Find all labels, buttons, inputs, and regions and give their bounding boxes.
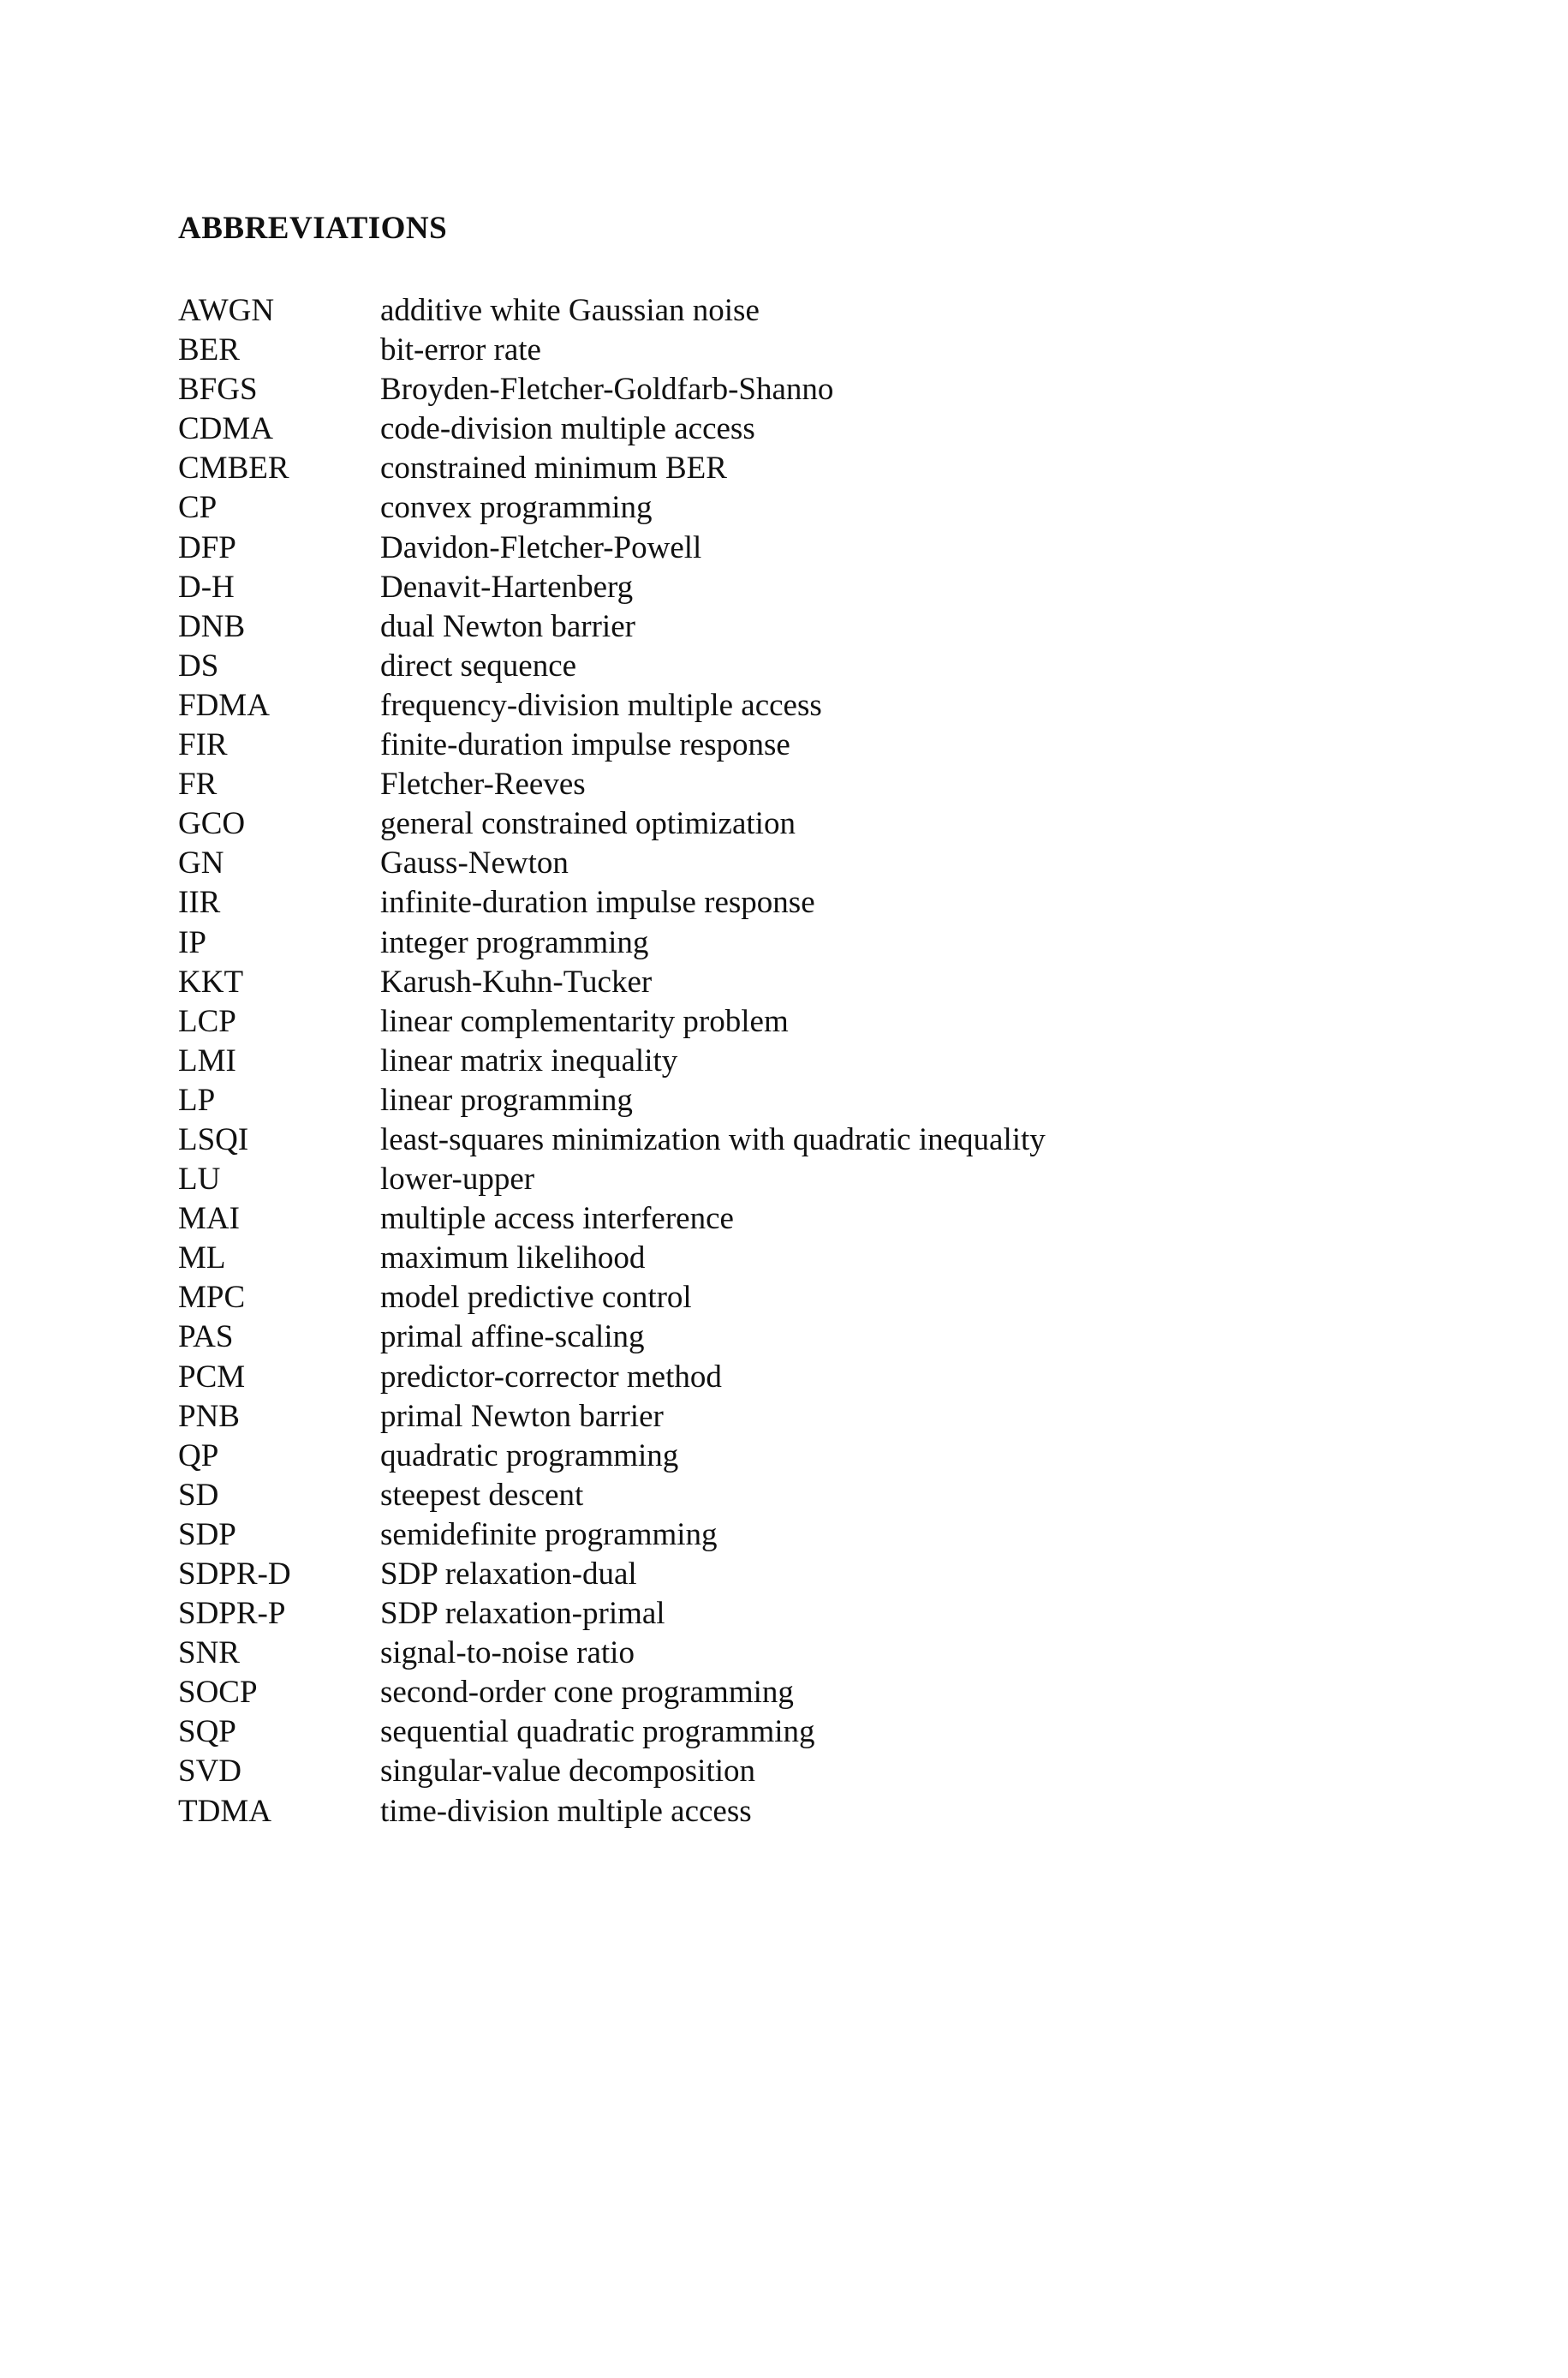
abbreviation-definition: model predictive control [380,1280,692,1316]
abbreviation-row [178,729,1046,768]
abbreviation-term: LP [178,1082,216,1118]
abbreviation-term: QP [178,1437,219,1473]
abbreviation-definition: SDP relaxation-primal [380,1596,665,1632]
abbreviation-definition: primal affine-scaling [380,1319,645,1355]
abbreviation-term: FIR [178,727,228,763]
abbreviation-term: GCO [178,806,246,842]
abbreviation-row [178,373,1046,413]
abbreviation-term: SNR [178,1635,240,1671]
abbreviation-definition: bit-error rate [380,332,541,368]
abbreviation-row [178,1676,1046,1716]
abbreviation-list [178,295,1046,1835]
abbreviation-term: SQP [178,1714,236,1750]
abbreviation-row [178,1003,1046,1045]
abbreviation-term: MAI [178,1201,240,1237]
abbreviation-term: LSQI [178,1121,249,1157]
abbreviation-definition: finite-duration impulse response [380,727,790,763]
abbreviation-definition: Broyden-Fletcher-Goldfarb-Shanno [380,372,834,408]
abbreviation-definition: time-division multiple access [380,1793,752,1829]
abbreviation-definition: infinite-duration impulse response [380,885,815,921]
abbreviation-row [178,687,1046,729]
abbreviation-definition: lower-upper [380,1162,535,1198]
abbreviation-term: CP [178,490,218,526]
abbreviation-term: GN [178,845,224,881]
abbreviation-row [178,966,1046,1006]
abbreviation-term: D-H [178,569,235,605]
abbreviation-row [178,808,1046,847]
abbreviation-row [178,1361,1046,1401]
abbreviation-row [178,1716,1046,1755]
abbreviation-definition: steepest descent [380,1477,584,1513]
abbreviation-definition: Karush-Kuhn-Tucker [380,964,653,1000]
abbreviation-definition: linear complementarity problem [380,1003,789,1039]
page-title: ABBREVIATIONS [178,211,448,246]
abbreviation-definition: integer programming [380,924,649,960]
abbreviation-definition: quadratic programming [380,1437,679,1473]
abbreviation-term: BER [178,332,240,368]
abbreviation-term: CDMA [178,411,274,447]
abbreviation-row [178,529,1046,571]
abbreviation-definition: Davidon-Fletcher-Powell [380,529,702,565]
abbreviation-row [178,1321,1046,1360]
abbreviation-term: PCM [178,1359,246,1395]
abbreviation-row [178,924,1046,966]
abbreviation-term: PAS [178,1319,234,1355]
abbreviation-definition: frequency-division multiple access [380,687,822,723]
abbreviation-row [178,413,1046,452]
abbreviation-term: DFP [178,529,236,565]
abbreviation-definition: singular-value decomposition [380,1754,756,1789]
abbreviation-row [178,1121,1046,1163]
abbreviation-definition: direct sequence [380,648,577,684]
abbreviation-term: AWGN [178,293,275,328]
abbreviation-term: TDMA [178,1793,271,1829]
abbreviation-row [178,452,1046,492]
abbreviation-term: PNB [178,1398,240,1434]
abbreviation-definition: code-division multiple access [380,411,755,447]
abbreviation-definition: sequential quadratic programming [380,1714,815,1750]
abbreviation-row [178,1516,1046,1558]
abbreviation-term: KKT [178,964,244,1000]
abbreviation-row [178,1242,1046,1282]
abbreviation-term: FDMA [178,687,270,723]
abbreviation-term: BFGS [178,372,258,408]
abbreviation-term: SVD [178,1754,242,1789]
abbreviation-term: FR [178,767,218,803]
abbreviation-row [178,887,1046,926]
abbreviation-term: SOCP [178,1675,258,1711]
abbreviation-definition: Fletcher-Reeves [380,767,586,803]
abbreviation-definition: SDP relaxation-dual [380,1556,637,1592]
abbreviation-row [178,1755,1046,1795]
abbreviation-term: LU [178,1162,221,1198]
abbreviation-row [178,1795,1046,1835]
abbreviation-row [178,847,1046,887]
abbreviation-row [178,650,1046,690]
abbreviation-definition: least-squares minimization with quadratic inequality [380,1121,1046,1157]
abbreviation-definition: primal Newton barrier [380,1398,664,1434]
abbreviation-row [178,768,1046,808]
abbreviation-definition: multiple access interference [380,1201,734,1237]
abbreviation-term: IIR [178,885,221,921]
abbreviation-row [178,1084,1046,1124]
abbreviation-term: SDPR-P [178,1596,286,1632]
abbreviation-term: LCP [178,1003,236,1039]
abbreviation-row [178,334,1046,373]
abbreviation-row [178,1598,1046,1637]
abbreviation-definition: linear matrix inequality [380,1043,678,1078]
abbreviation-term: ML [178,1240,226,1276]
abbreviation-row [178,1437,1046,1479]
abbreviation-definition: general constrained optimization [380,806,796,842]
abbreviation-definition: Denavit-Hartenberg [380,569,634,605]
abbreviation-term: DNB [178,608,246,644]
abbreviation-row [178,1479,1046,1519]
abbreviation-term: LMI [178,1043,236,1078]
abbreviation-row [178,1163,1046,1203]
abbreviation-term: SD [178,1477,219,1513]
abbreviation-definition: maximum likelihood [380,1240,646,1276]
abbreviation-row [178,295,1046,334]
abbreviation-definition: Gauss-Newton [380,845,569,881]
abbreviation-row [178,571,1046,611]
abbreviation-term: IP [178,924,206,960]
abbreviation-definition: semidefinite programming [380,1516,718,1552]
abbreviation-term: DS [178,648,219,684]
abbreviation-definition: constrained minimum BER [380,451,727,487]
abbreviation-definition: convex programming [380,490,653,526]
abbreviation-definition: linear programming [380,1082,633,1118]
abbreviation-row [178,1398,1046,1440]
abbreviation-row [178,1558,1046,1598]
abbreviation-term: MPC [178,1280,246,1316]
abbreviation-definition: second-order cone programming [380,1675,794,1711]
abbreviation-row [178,492,1046,531]
abbreviation-definition: dual Newton barrier [380,608,635,644]
abbreviation-term: SDPR-D [178,1556,291,1592]
abbreviation-term: CMBER [178,451,289,487]
abbreviation-term: SDP [178,1516,236,1552]
abbreviation-row [178,1282,1046,1321]
abbreviation-row [178,1045,1046,1084]
abbreviation-definition: predictor-corrector method [380,1359,722,1395]
abbreviation-row [178,608,1046,650]
abbreviation-definition: signal-to-noise ratio [380,1635,635,1671]
abbreviation-definition: additive white Gaussian noise [380,293,760,328]
abbreviation-row [178,1637,1046,1676]
abbreviation-row [178,1203,1046,1242]
